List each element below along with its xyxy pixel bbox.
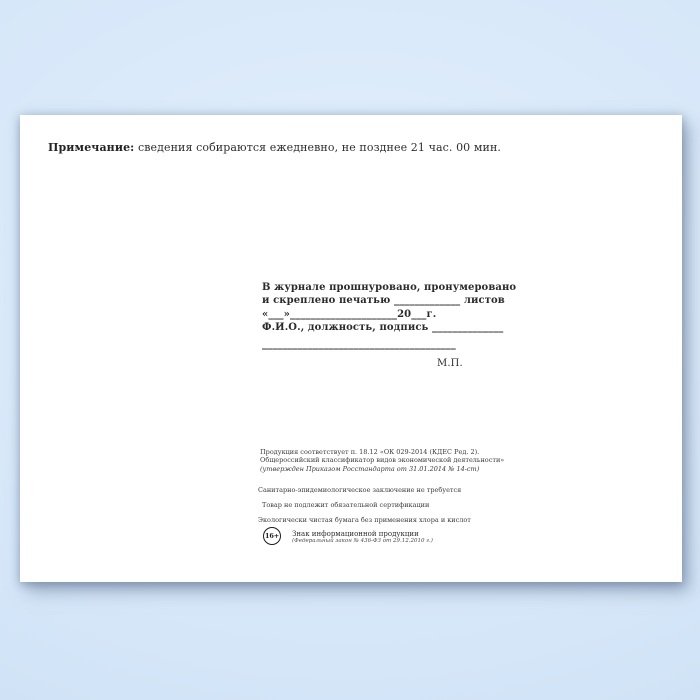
- compliance-line: Продукция соответствует п. 18.12 «ОК 029-2014 (КДЕС Ред. 2).: [260, 448, 480, 456]
- age-badge-label: 16+: [265, 532, 279, 540]
- binding-signature-line: Ф.И.О., должность, подпись ______________: [262, 322, 504, 334]
- eco-paper-note: Экологически чистая бумага без применения хлора и кислот: [258, 516, 471, 525]
- compliance-statement: [260, 448, 504, 473]
- note-text: сведения собираются ежедневно, не позднее 21 час. 00 мин.: [134, 141, 501, 154]
- note-label: Примечание:: [48, 141, 135, 154]
- age-mark-text: [292, 527, 433, 545]
- compliance-decree-line: (утвержден Приказом Росстандарта от 31.01.2014 № 14-ст): [260, 464, 480, 473]
- stamp-place-label: М.П.: [437, 358, 463, 370]
- certification-note: Товар не подлежит обязательной сертификации: [262, 501, 430, 510]
- sanitary-note: Санитарно-эпидемиологическое заключение не требуется: [258, 486, 462, 494]
- age-16-badge-icon: [263, 527, 281, 545]
- compliance-line: Общероссийский классификатор видов экономической деятельности»: [260, 456, 505, 465]
- signature-rule: ______________________________________: [262, 338, 456, 350]
- binding-line: В журнале прошнуровано, пронумеровано: [262, 282, 517, 293]
- age-mark-title: Знак информационной продукции: [292, 530, 419, 538]
- binding-line: и скреплено печатью _____________ листов: [262, 295, 505, 307]
- age-mark-row: [263, 527, 433, 545]
- binding-certification-block: [262, 281, 517, 370]
- daily-note: [48, 141, 501, 155]
- age-mark-law: (Федеральный закон № 436-ФЗ от 29.12.2010 г.): [292, 538, 433, 544]
- journal-back-page: [20, 115, 682, 582]
- binding-date-line: «___»_____________________20___г.: [262, 308, 437, 320]
- certification-notes: [258, 486, 471, 532]
